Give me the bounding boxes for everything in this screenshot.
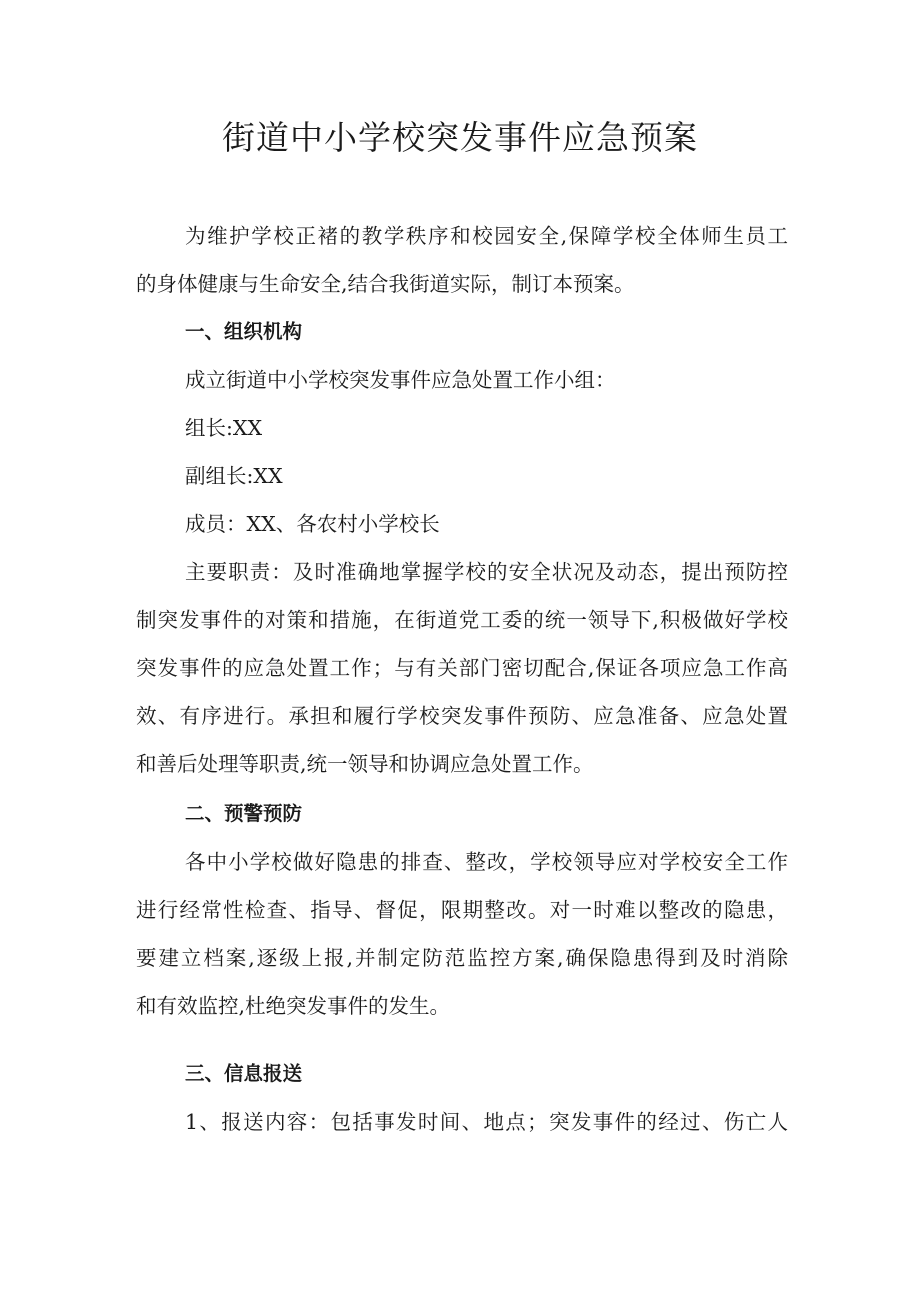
duties-line-3: 突发事件的应急处置工作；与有关部门密切配合,保证各项应急工作高 bbox=[136, 656, 788, 680]
duties-line-1: 主要职责：及时准确地掌握学校的安全状况及动态，提出预防控 bbox=[185, 560, 788, 584]
reporting-line-1: 1、报送内容：包括事发时间、地点；突发事件的经过、伤亡人 bbox=[185, 1110, 788, 1134]
intro-line-2: 的身体健康与生命安全,结合我街道实际，制订本预案。 bbox=[136, 272, 635, 296]
organization-members: 成员：XX、各农村小学校长 bbox=[185, 512, 440, 536]
intro-line-1: 为维护学校正褚的教学秩序和校园安全,保障学校全体师生员工 bbox=[185, 224, 788, 248]
duties-line-4: 效、有序进行。承担和履行学校突发事件预防、应急准备、应急处置 bbox=[136, 704, 788, 728]
section-heading-reporting: 三、信息报送 bbox=[185, 1062, 303, 1085]
organization-leader: 组长:XX bbox=[185, 416, 263, 440]
duties-line-2: 制突发事件的对策和措施，在街道党工委的统一领导下,积极做好学校 bbox=[136, 608, 788, 632]
document-title: 街道中小学校突发事件应急预案 bbox=[222, 118, 698, 157]
duties-line-5: 和善后处理等职责,统一领导和协调应急处置工作。 bbox=[136, 752, 594, 776]
section-heading-warning: 二、预警预防 bbox=[185, 802, 303, 825]
organization-lead: 成立街道中小学校突发事件应急处置工作小组： bbox=[185, 368, 616, 392]
warning-line-2: 进行经常性检查、指导、督促，限期整改。对一时难以整改的隐患， bbox=[136, 898, 788, 922]
section-heading-organization: 一、组织机构 bbox=[185, 320, 303, 343]
warning-line-3: 要建立档案,逐级上报,并制定防范监控方案,确保隐患得到及时消除 bbox=[136, 946, 788, 970]
organization-deputy: 副组长:XX bbox=[185, 464, 283, 488]
warning-line-1: 各中小学校做好隐患的排查、整改，学校领导应对学校安全工作 bbox=[185, 850, 788, 874]
warning-line-4: 和有效监控,杜绝突发事件的发生。 bbox=[136, 994, 451, 1018]
